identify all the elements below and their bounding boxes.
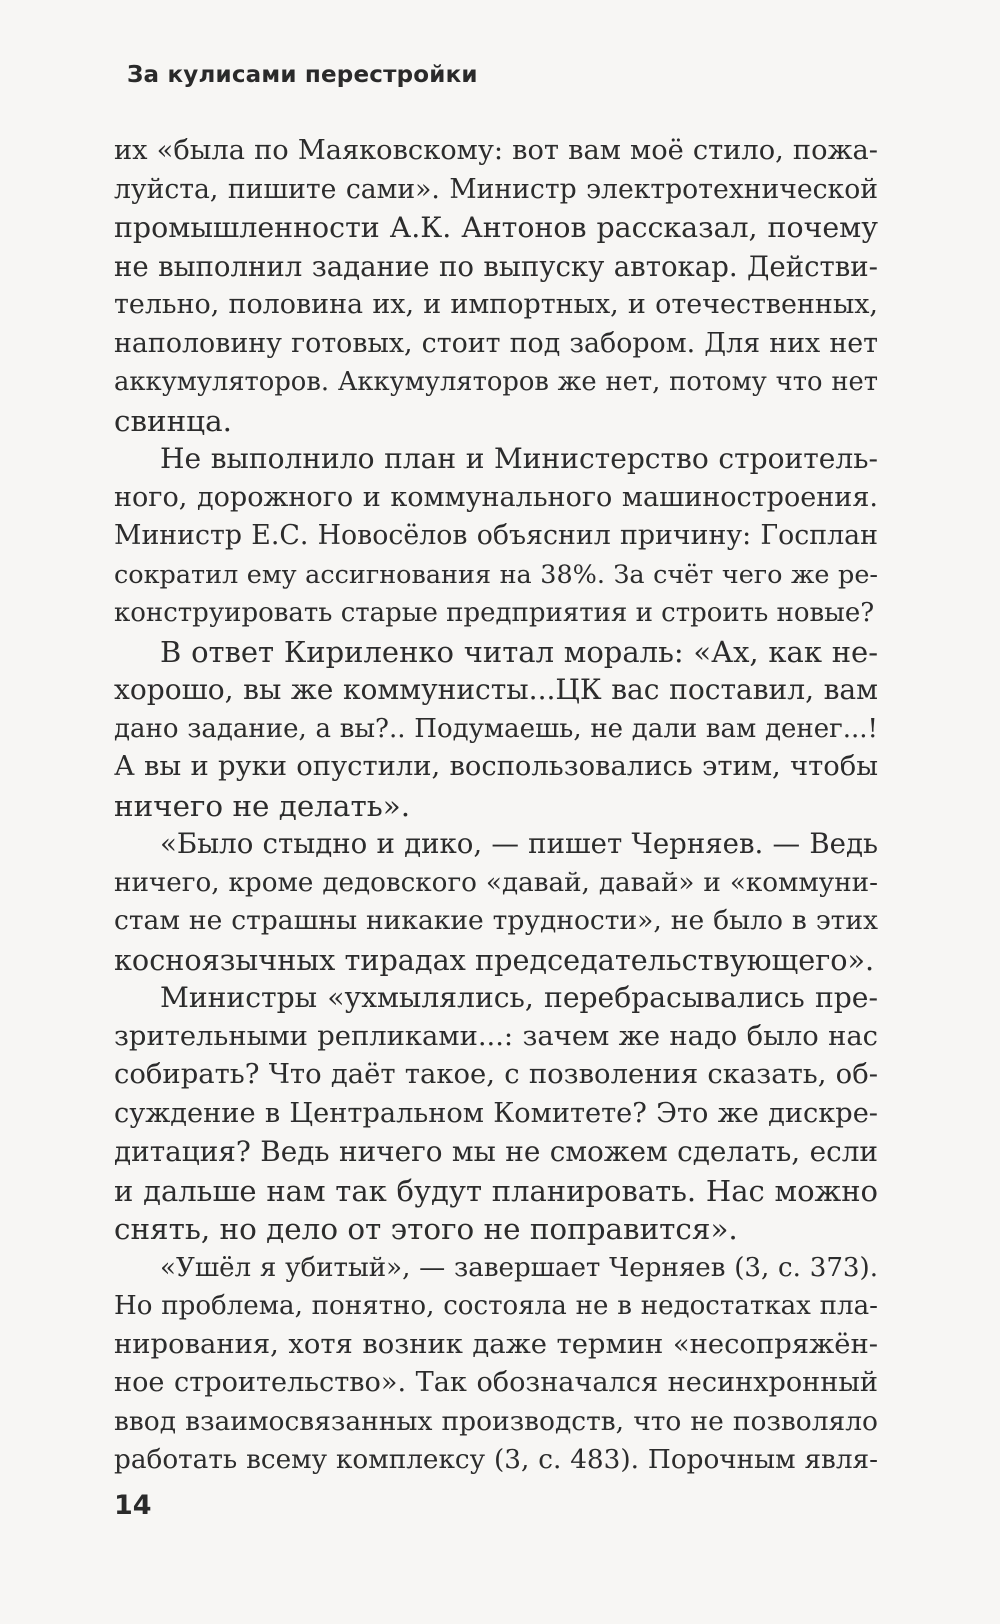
paragraph xyxy=(114,633,878,826)
text-line: В ответ Кириленко читал мораль: «Ах, как не- xyxy=(160,634,878,669)
text-line: наполовину готовых, стоит под забором. Для них нет xyxy=(114,327,878,359)
text-line: ввод взаимосвязанных производств, что не позволяло xyxy=(114,1405,878,1437)
page-number: 14 xyxy=(114,1490,152,1521)
text-line: и дальше нам так будут планировать. Нас можно xyxy=(114,1173,878,1208)
text-line: хорошо, вы же коммунисты...ЦК вас поставил, вам xyxy=(114,673,878,706)
paragraph xyxy=(114,825,878,979)
text-line: суждение в Центральном Комитете? Это же дискре- xyxy=(114,1097,878,1129)
paragraph xyxy=(114,1249,878,1480)
text-line: Министр Е.С. Новосёлов объяснил причину: Госплан xyxy=(114,520,878,551)
running-head: За кулисами перестройки xyxy=(127,62,478,88)
body-text xyxy=(114,132,878,1480)
paragraph xyxy=(114,979,878,1249)
text-line: снять, но дело от этого не поправится». xyxy=(114,1212,738,1246)
text-line: тельно, половина их, и импортных, и отечественных, xyxy=(114,289,878,320)
text-line: промышленности А.К. Антонов рассказал, почему xyxy=(114,211,878,244)
text-line: ничего, кроме дедовского «давай, давай» и «коммуни- xyxy=(114,867,878,898)
text-line: «Ушёл я убитый», — завершает Черняев (3, с. 373). xyxy=(160,1252,878,1283)
text-line: А вы и руки опустили, воспользовались этим, чтобы xyxy=(114,751,878,782)
text-line: конструировать старые предприятия и строить новые? xyxy=(114,598,875,628)
text-line: собирать? Что даёт такое, с позволения сказать, об- xyxy=(114,1059,878,1090)
text-line: стам не страшны никакие трудности», не было в этих xyxy=(114,905,878,936)
text-line: аккумуляторов. Аккумуляторов же нет, потому что нет xyxy=(114,367,878,397)
text-line: сократил ему ассигнования на 38%. За счёт чего же ре- xyxy=(114,559,878,590)
text-line: ное строительство». Так обозначался несинхронный xyxy=(114,1367,878,1398)
paragraph xyxy=(114,132,878,440)
text-line: работать всему комплексу (3, с. 483). Порочным явля- xyxy=(114,1445,878,1475)
text-line: не выполнил задание по выпуску автокар. Действи- xyxy=(114,249,878,283)
text-line: свинца. xyxy=(114,403,232,438)
text-line: зрительными репликами...: зачем же надо было нас xyxy=(114,1020,878,1052)
text-line: дано задание, а вы?.. Подумаешь, не дали вам денег...! xyxy=(114,713,878,744)
paragraph xyxy=(114,440,878,633)
text-line: Министры «ухмылялись, перебрасывались пре- xyxy=(160,981,878,1014)
text-line: нирования, хотя возник даже термин «несопряжён- xyxy=(114,1328,878,1360)
text-line: дитация? Ведь ничего мы не сможем сделать, если xyxy=(114,1135,878,1168)
text-line: «Было стыдно и дико, — пишет Черняев. — Ведь xyxy=(160,827,878,860)
text-line: ничего не делать». xyxy=(114,788,411,823)
text-line: косноязычных тирадах председательствующего». xyxy=(114,942,875,977)
text-line: Не выполнило план и Министерство строитель- xyxy=(160,442,878,475)
text-line: их «была по Маяковскому: вот вам моё стило, пожа- xyxy=(114,135,878,166)
text-line: Но проблема, понятно, состояла не в недостатках пла- xyxy=(114,1291,878,1321)
text-line: луйста, пишите сами». Министр электротехнической xyxy=(114,173,878,205)
text-line: ного, дорожного и коммунального машиностроения. xyxy=(114,481,878,513)
